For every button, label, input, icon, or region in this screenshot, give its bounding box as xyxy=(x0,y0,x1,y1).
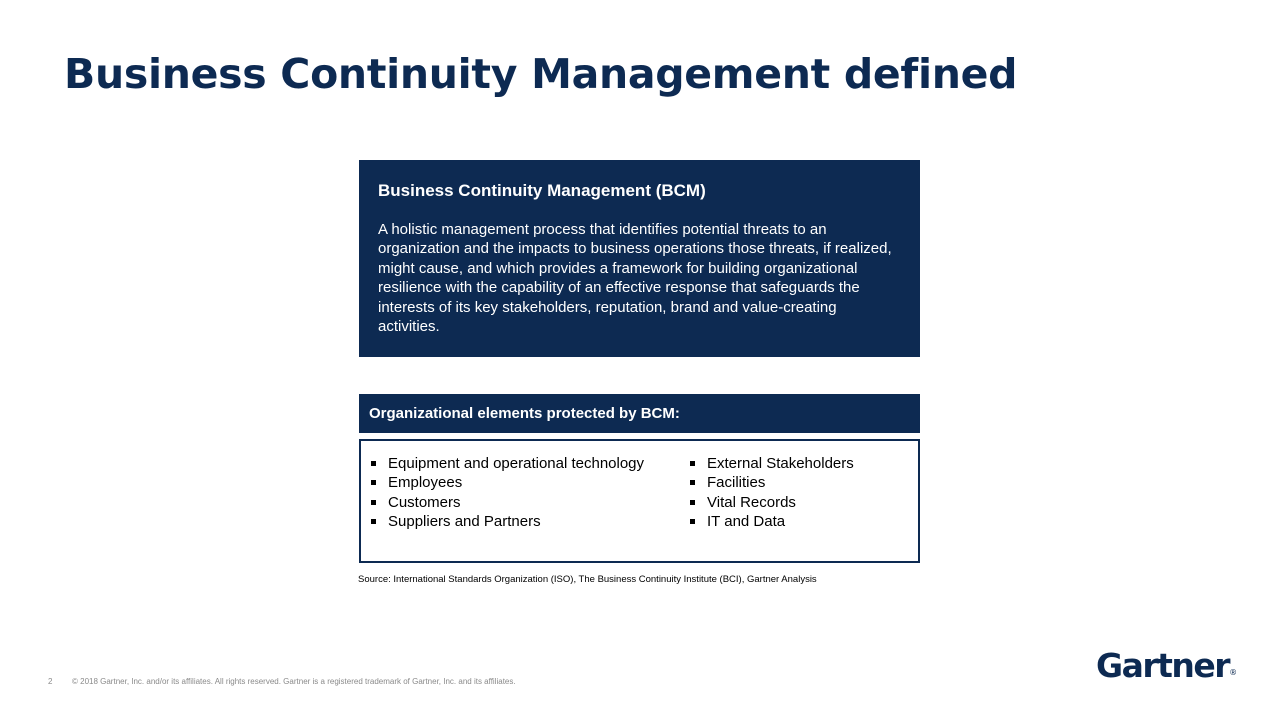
list-item: Employees xyxy=(369,473,644,492)
list-item: Vital Records xyxy=(688,493,854,512)
registered-mark: ® xyxy=(1229,668,1238,677)
page-number: 2 xyxy=(48,677,53,686)
slide-title: Business Continuity Management defined xyxy=(64,50,1018,98)
bcm-definition-box xyxy=(359,160,920,357)
list-item: Equipment and operational technology xyxy=(369,454,644,473)
copyright-notice: © 2018 Gartner, Inc. and/or its affiliates. All rights reserved. Gartner is a registered trademark of Gartner, Inc. and its affiliates. xyxy=(72,677,516,686)
protected-elements-box xyxy=(359,439,920,563)
elements-list-left xyxy=(369,454,644,532)
gartner-logo xyxy=(1096,646,1237,685)
list-item: Facilities xyxy=(688,473,854,492)
list-item: External Stakeholders xyxy=(688,454,854,473)
list-item: Customers xyxy=(369,493,644,512)
elements-list-right xyxy=(688,454,854,532)
protected-elements-header: Organizational elements protected by BCM: xyxy=(359,394,920,433)
definition-heading: Business Continuity Management (BCM) xyxy=(378,181,706,200)
logo-text: Gartner xyxy=(1096,646,1230,685)
list-item: IT and Data xyxy=(688,512,854,531)
source-note: Source: International Standards Organization (ISO), The Business Continuity Institute (BCI), Gartner Analysis xyxy=(358,574,817,585)
definition-text: A holistic management process that identifies potential threats to an organization and the impacts to business operations those threats, if realized, might cause, and which provides a framework for building organizational resilience with the capability of an effective response that safeguards the interests of its key stakeholders, reputation, brand and value-creating activities. xyxy=(378,221,892,336)
list-item: Suppliers and Partners xyxy=(369,512,644,531)
